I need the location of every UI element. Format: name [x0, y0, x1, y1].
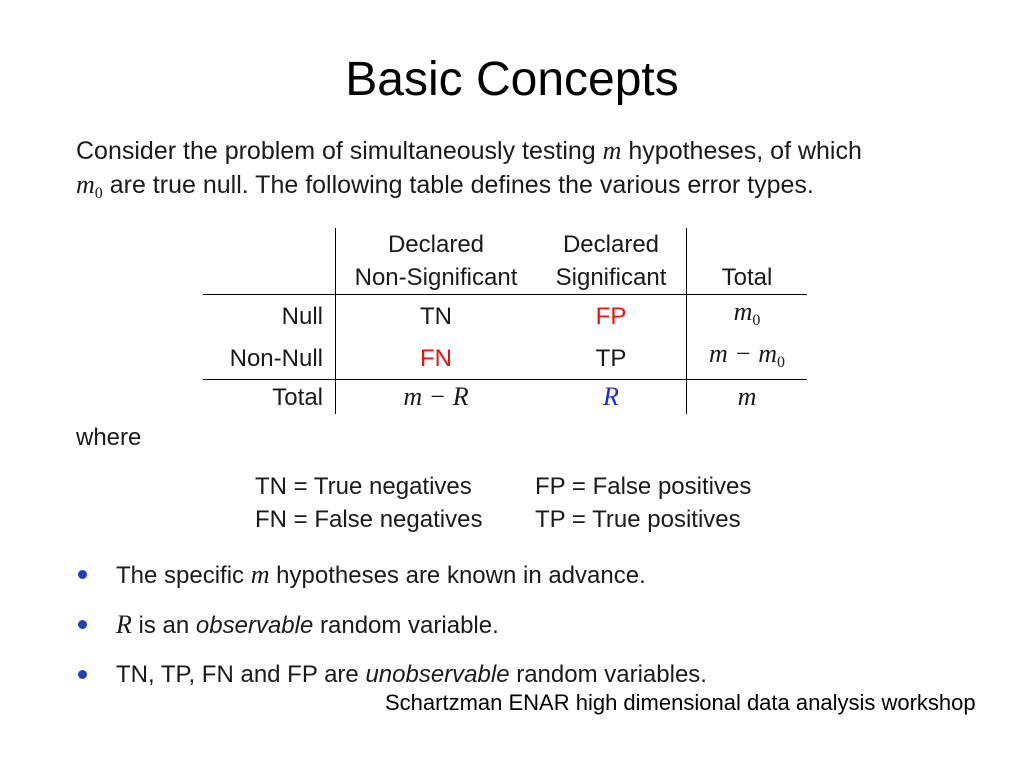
- intro-text-2: hypotheses, of which: [621, 137, 862, 165]
- bullet-2-mid: is an: [131, 612, 196, 639]
- header-col2-line2: Significant: [536, 261, 687, 295]
- bullet-1-pre: The specific: [116, 562, 251, 589]
- bullet-2-math: R: [116, 610, 132, 639]
- cell-fn: FN: [336, 337, 537, 380]
- bullet-3-em: unobservable: [365, 661, 510, 688]
- table-row-nonnull: [203, 337, 807, 380]
- list-item: [76, 608, 976, 658]
- definitions-block: [255, 470, 751, 536]
- header-col3-blank: [687, 228, 808, 261]
- bullet-2-em: observable: [195, 612, 314, 639]
- cell-m0: [687, 295, 808, 338]
- definition-row: [255, 470, 751, 503]
- header-col1-line1: Declared: [387, 231, 485, 258]
- table-header-row-1: [203, 228, 807, 261]
- math-m0: [76, 170, 103, 202]
- bullet-dot-icon: [78, 620, 87, 629]
- cell-m0-sub: 0: [752, 312, 761, 329]
- definition-row: [255, 503, 751, 536]
- cell-tn: TN: [420, 302, 452, 330]
- math-m: m: [602, 136, 622, 165]
- header-corner: [203, 228, 336, 261]
- cell-m-minus-m0-sub: 0: [777, 354, 786, 371]
- bullet-dot-icon: [78, 570, 87, 579]
- bullet-3-post: random variables.: [509, 661, 707, 688]
- cell-fp: FP: [536, 295, 687, 338]
- intro-text-1: Consider the problem of simultaneously testing: [76, 137, 603, 165]
- definition-tp: TP = True positives: [535, 506, 741, 533]
- table-row-total: [203, 380, 807, 415]
- header-corner-2: [203, 261, 336, 295]
- error-types-table: [203, 228, 807, 414]
- definition-fn: FN = False negatives: [255, 506, 483, 533]
- cell-m-minus-m0: [687, 337, 808, 380]
- bullet-2-post: random variable.: [313, 612, 499, 639]
- list-item: [76, 558, 976, 608]
- cell-m: m: [737, 382, 757, 411]
- math-m0-sub: 0: [94, 185, 103, 202]
- math-m0-base: m: [76, 170, 95, 199]
- cell-m-minus-r: m − R: [403, 382, 469, 411]
- bullet-1-post: hypotheses are known in advance.: [269, 562, 646, 589]
- header-col1-line2: Non-Significant: [336, 261, 537, 295]
- definition-tn: TN = True negatives: [255, 473, 472, 500]
- bullet-1-math: m: [250, 560, 270, 589]
- cell-tp: TP: [536, 337, 687, 380]
- bullet-dot-icon: [78, 670, 87, 679]
- cell-m-minus-m0-main: m − m: [708, 339, 778, 368]
- intro-paragraph: [76, 134, 956, 211]
- row-label-null: Null: [203, 295, 336, 338]
- table-header-row-2: [203, 261, 807, 295]
- row-label-nonnull: Non-Null: [203, 337, 336, 380]
- slide-title: Basic Concepts: [345, 53, 679, 106]
- row-label-total: Total: [203, 380, 336, 415]
- definition-fp: FP = False positives: [535, 473, 752, 500]
- footer-caption: Schartzman ENAR high dimensional data analysis workshop: [385, 690, 976, 715]
- table-row-null: [203, 295, 807, 338]
- intro-text-3: are true null. The following table defines the various error types.: [102, 171, 814, 199]
- cell-r: R: [536, 380, 687, 415]
- bullet-list: [76, 558, 976, 708]
- cell-m0-base: m: [733, 297, 753, 326]
- bullet-3-pre: TN, TP, FN and FP are: [116, 661, 366, 688]
- header-col3-total: Total: [687, 261, 808, 295]
- header-col2-line1: Declared: [536, 228, 687, 261]
- where-label: where: [76, 424, 142, 451]
